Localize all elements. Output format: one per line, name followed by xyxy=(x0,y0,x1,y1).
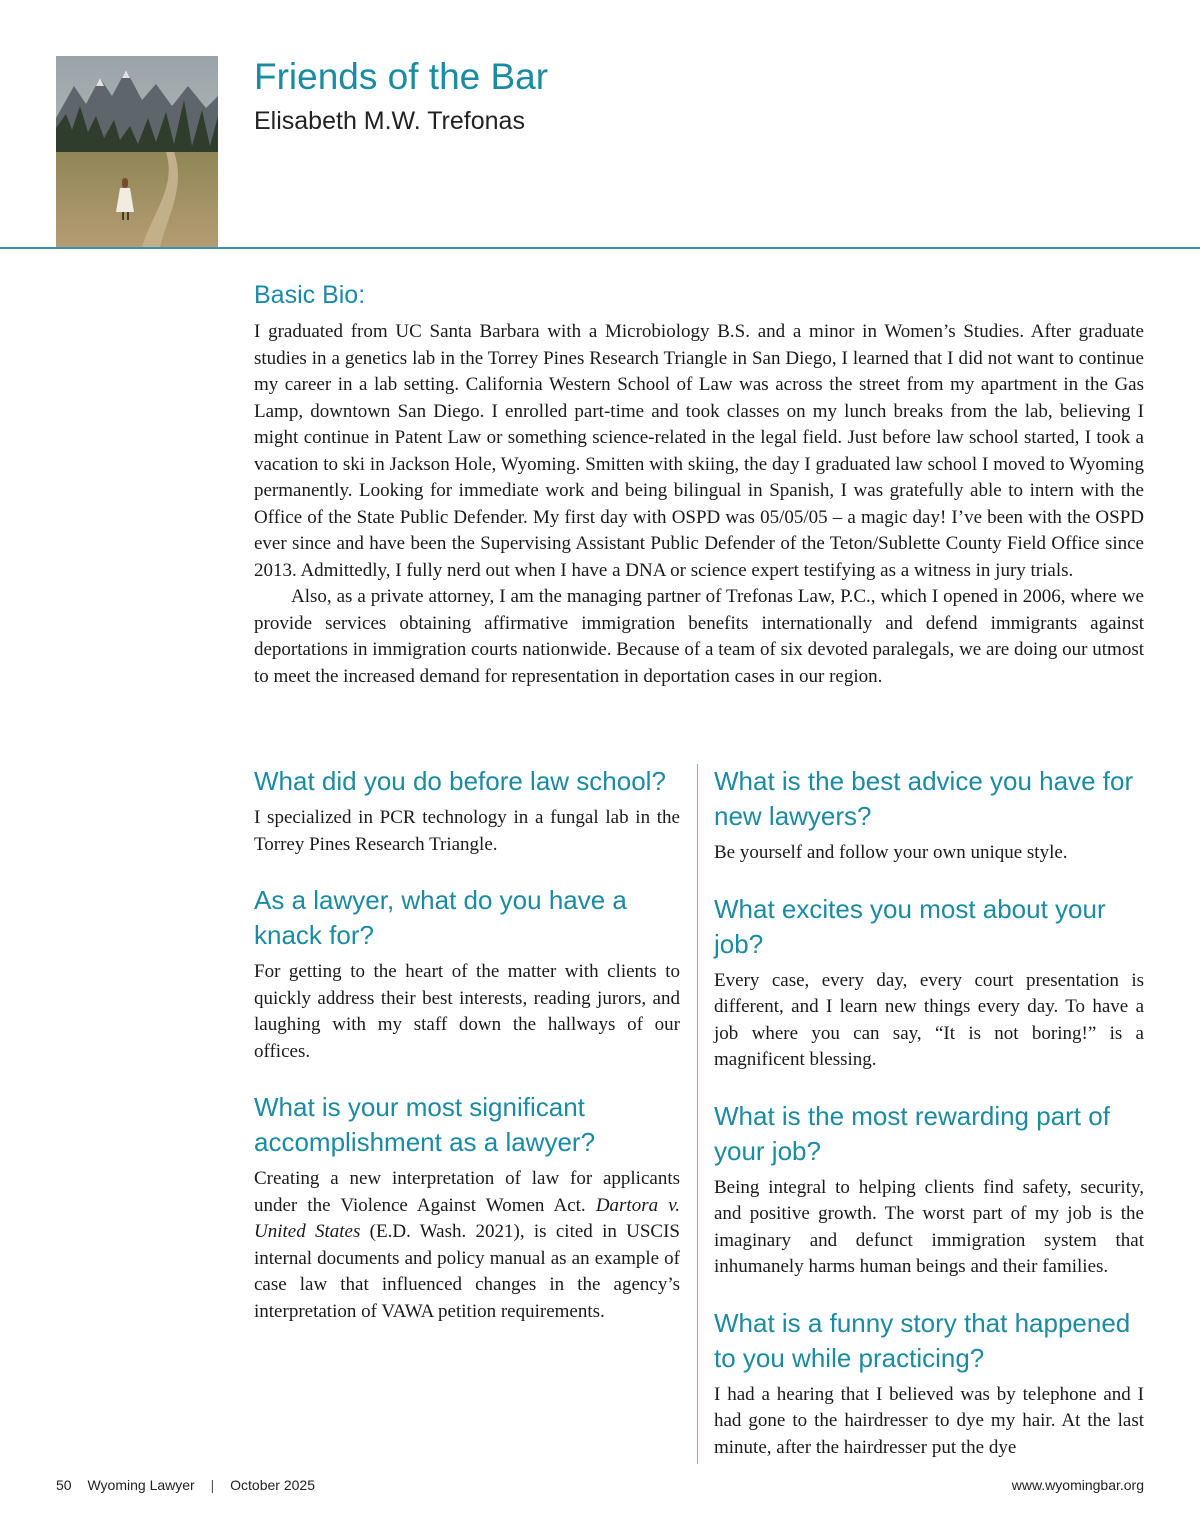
issue-date: October 2025 xyxy=(230,1477,315,1493)
answer-text: Every case, every day, every court presentation is different, and I learn new things every day. To have a job where you can say, “It is not boring!” is a magnificent blessing. xyxy=(714,969,1144,1070)
answer-text-part: (E.D. Wash. 2021), is cited in USCIS internal documents and policy manual as an example of case law that influenced changes in the agency’s interpretation of VAWA petition requirements. xyxy=(254,1221,680,1322)
bio-paragraph: Also, as a private attorney, I am the managing partner of Trefonas Law, P.C., which I opened in 2006, where we provide services obtaining affirmative immigration benefits internationally and defend immigrants against deportations in immigration courts nationwide. Because of a team of six devoted paralegals, we are doing our utmost to meet the increased demand for representation in deportation cases in our region. xyxy=(254,586,1144,687)
question-heading: What is your most significant accomplishment as a lawyer? xyxy=(254,1092,596,1157)
qa-block xyxy=(254,764,680,858)
page-footer xyxy=(56,1477,1144,1493)
case-citation: Dartora v. United States xyxy=(254,1194,681,1242)
footer-left xyxy=(56,1477,1144,1493)
footer-separator: | xyxy=(210,1477,215,1493)
header-divider xyxy=(0,247,1200,249)
question-heading: As a lawyer, what do you have a knack for? xyxy=(254,885,627,950)
answer-text: Be yourself and follow your own unique style. xyxy=(714,842,1068,863)
bio-section xyxy=(254,280,1144,690)
question-heading: What did you do before law school? xyxy=(254,766,666,796)
answer-text xyxy=(254,1166,680,1325)
author-photo xyxy=(56,56,218,247)
qa-block xyxy=(714,892,1144,1074)
website-url: www.wyomingbar.org xyxy=(1011,1477,1144,1493)
qa-block xyxy=(714,764,1144,867)
question-heading: What is the best advice you have for new lawyers? xyxy=(714,766,1134,831)
answer-text-part: Creating a new interpretation of law for applicants under the Violence Against Women Act. xyxy=(254,1168,680,1216)
qa-block xyxy=(714,1306,1144,1462)
qa-block xyxy=(714,1099,1144,1281)
column-divider xyxy=(697,764,698,1464)
answer-text: Being integral to helping clients find safety, security, and positive growth. The worst part of my job is the imaginary and defunct immigration system that inhumanely harms human beings and their families. xyxy=(714,1176,1144,1277)
qa-block xyxy=(254,883,680,1065)
answer-text: I had a hearing that I believed was by telephone and I had gone to the hairdresser to dye my hair. At the last minute, after the hairdresser put the dye xyxy=(714,1383,1144,1458)
publication-name: Wyoming Lawyer xyxy=(87,1477,195,1493)
page-title: Friends of the Bar xyxy=(254,56,549,97)
question-heading: What is the most rewarding part of your job? xyxy=(714,1100,1110,1166)
question-heading: What excites you most about your job? xyxy=(714,893,1106,959)
bio-paragraph: I graduated from UC Santa Barbara with a Microbiology B.S. and a minor in Women’s Studies. After graduate studies in a genetics lab in the Torrey Pines Research Triangle in San Diego, I learned that I did not want to continue my career in a lab setting. California Western School of Law was across the street from my apartment in the Gas Lamp, downtown San Diego. I enrolled part-time and took classes on my lunch breaks from the lab, believing I might continue in Patent Law or something science-related in the legal field. Just before law school started, I took a vacation to ski in Jackson Hole, Wyoming. Smitten with skiing, the day I graduated law school I moved to Wyoming permanently. Looking for immediate work and being bilingual in Spanish, I was gratefully able to intern with the Office of the State Public Defender. My first day with OSPD was 05/05/05 – a magic day! I’ve been with the OSPD ever since and have been the Supervising Assistant Public Defender of the Teton/Sublette County Field Office since 2013. Admittedly, I fully nerd out when I have a DNA or science expert testifying as a witness in jury trials. xyxy=(254,321,1144,581)
left-column xyxy=(254,764,680,1325)
bio-heading: Basic Bio: xyxy=(254,281,366,309)
page-number: 50 xyxy=(56,1477,72,1493)
answer-text: For getting to the heart of the matter with clients to quickly address their best interests, reading jurors, and laughing with my staff down the hallways of our offices. xyxy=(254,961,680,1062)
mountain-meadow-photo xyxy=(56,56,218,247)
right-column xyxy=(714,764,1144,1461)
question-heading: What is a funny story that happened to you while practicing? xyxy=(714,1307,1131,1373)
answer-text: I specialized in PCR technology in a fungal lab in the Torrey Pines Research Triangle. xyxy=(254,807,680,855)
qa-block xyxy=(254,1090,680,1325)
author-name: Elisabeth M.W. Trefonas xyxy=(254,107,525,135)
